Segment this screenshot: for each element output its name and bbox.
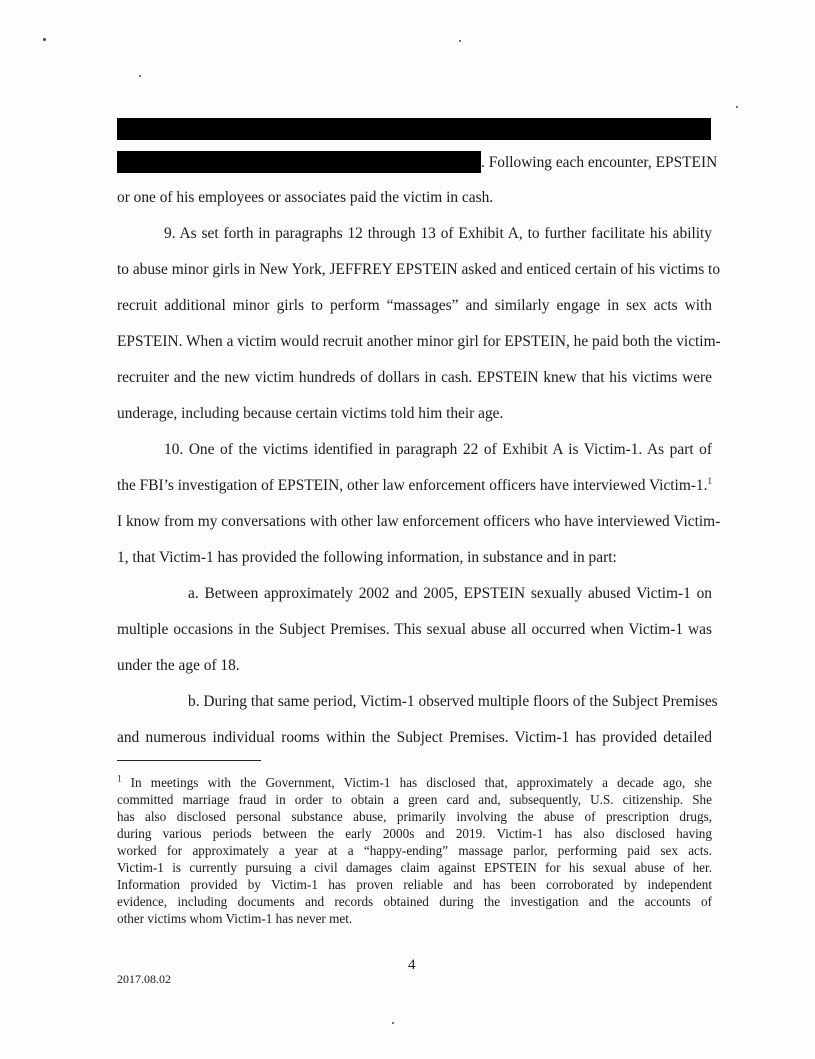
footnote-line-with-marker: [117, 774, 712, 791]
paragraph-9-line: recruit additional minor girls to perform “massages” and similarly engage in sex acts with: [117, 297, 712, 314]
footnote-line: evidence, including documents and records obtained during the investigation and the accounts of: [117, 894, 712, 909]
item-a-line: under the age of 18.: [117, 657, 240, 674]
paragraph-9-line: EPSTEIN. When a victim would recruit another minor girl for EPSTEIN, he paid both the victim-: [117, 333, 721, 350]
paragraph-10-line-with-footnote: [117, 476, 712, 496]
text-line: . Following each encounter, EPSTEIN: [481, 154, 718, 171]
paragraph-9-line: underage, including because certain victims told him their age.: [117, 405, 504, 422]
document-id: 2017.08.02: [117, 972, 171, 986]
footnote-reference: 1: [707, 475, 712, 486]
redaction-bar: [117, 118, 711, 140]
paragraph-10-line: 10. One of the victims identified in paragraph 22 of Exhibit A is Victim-1. As part of: [164, 441, 712, 458]
footnote-line: committed marriage fraud in order to obtain a green card and, subsequently, U.S. citizenship. She: [117, 792, 712, 807]
paragraph-10-line: the FBI’s investigation of EPSTEIN, other law enforcement officers have interviewed Victim-1.: [117, 477, 708, 494]
footnote-line: during various periods between the early 2000s and 2019. Victim-1 has also disclosed having: [117, 826, 712, 841]
footnote-line: other victims whom Victim-1 has never met.: [117, 911, 353, 926]
scan-speck: [43, 38, 46, 41]
item-b-line: b. During that same period, Victim-1 observed multiple floors of the Subject Premises: [188, 693, 718, 710]
scan-speck: [139, 75, 141, 77]
item-a-line: a. Between approximately 2002 and 2005, EPSTEIN sexually abused Victim-1 on: [188, 585, 712, 602]
paragraph-9-line: to abuse minor girls in New York, JEFFREY EPSTEIN asked and enticed certain of his victims to: [117, 261, 721, 278]
footnote-marker: 1: [117, 773, 122, 784]
footnote-line: Victim-1 is currently pursuing a civil damages claim against EPSTEIN for his sexual abuse of her.: [117, 860, 712, 875]
page-number: 4: [408, 957, 416, 973]
scan-speck: [392, 1022, 394, 1024]
footnote-line: worked for approximately a year at a “happy-ending” massage parlor, performing paid sex acts.: [117, 843, 712, 858]
redaction-bar: [117, 151, 481, 173]
item-b-line: and numerous individual rooms within the Subject Premises. Victim-1 has provided detailed: [117, 729, 712, 746]
scan-speck: [736, 106, 738, 108]
footnote-line: In meetings with the Government, Victim-1 has disclosed that, approximately a decade ago, she: [121, 775, 712, 790]
text-line: or one of his employees or associates paid the victim in cash.: [117, 189, 494, 206]
footnote-line: Information provided by Victim-1 has proven reliable and has been corroborated by independent: [117, 877, 712, 892]
paragraph-10-line: 1, that Victim-1 has provided the following information, in substance and in part:: [117, 549, 617, 566]
paragraph-10-line: I know from my conversations with other law enforcement officers who have interviewed Victim-: [117, 513, 721, 530]
scan-speck: [459, 40, 461, 42]
paragraph-9-line: recruiter and the new victim hundreds of dollars in cash. EPSTEIN knew that his victims were: [117, 369, 712, 386]
item-a-line: multiple occasions in the Subject Premises. This sexual abuse all occurred when Victim-1 was: [117, 621, 712, 638]
footnote-line: has also disclosed personal substance abuse, primarily involving the abuse of prescription drugs,: [117, 809, 712, 824]
paragraph-9-line: 9. As set forth in paragraphs 12 through 13 of Exhibit A, to further facilitate his ability: [164, 225, 712, 242]
footnote-separator: [117, 760, 261, 761]
